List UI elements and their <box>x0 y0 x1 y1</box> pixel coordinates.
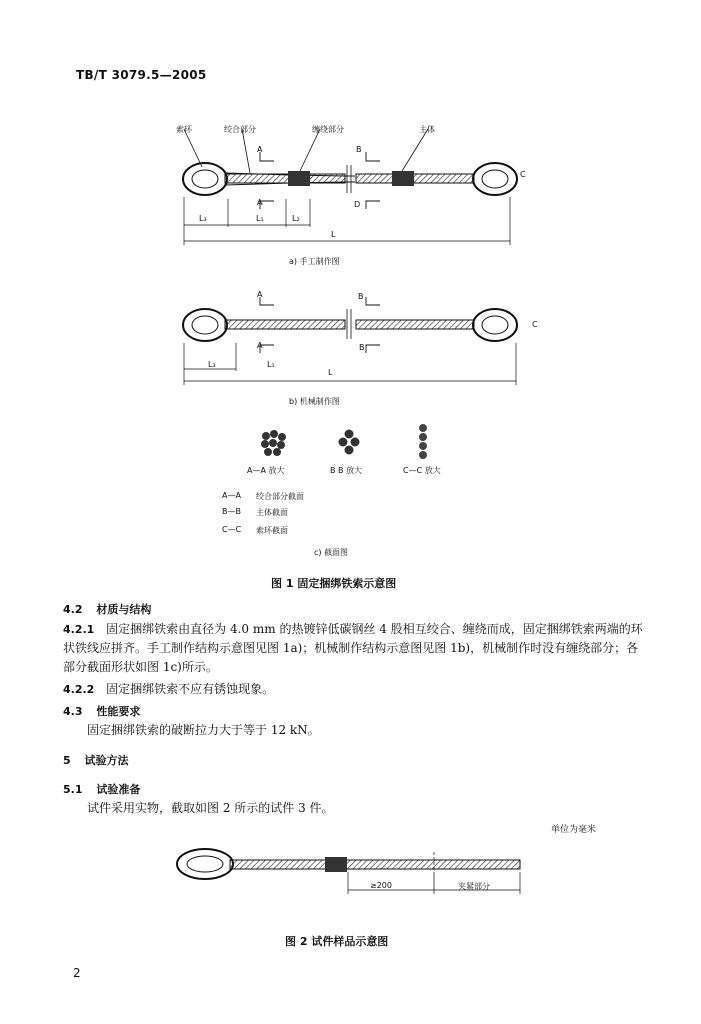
legend-text-bb: 主体截面 <box>256 508 288 517</box>
paragraph-4-2-2 <box>63 680 274 699</box>
mark-a-bottom: A <box>257 198 263 207</box>
dim-l3: L₃ <box>199 214 207 223</box>
mark-a-top: A <box>257 145 263 154</box>
section-number: 4.2 <box>63 603 83 616</box>
section-5 <box>63 752 129 768</box>
mark-a-bottom-b: A <box>257 341 263 350</box>
dim-l2: L₂ <box>292 214 300 223</box>
callout-twisted: 绞合部分 <box>224 125 256 134</box>
figure-1b-drawing <box>170 285 540 395</box>
mark-c-right-b: C <box>532 320 538 329</box>
clause-number: 4.2.2 <box>63 683 95 696</box>
section-view-aa <box>258 428 288 458</box>
subcaption-b: b) 机械制作图 <box>289 397 340 406</box>
mark-c-right: C <box>520 170 526 179</box>
dim-l1: L₁ <box>256 214 264 223</box>
section-4-3 <box>63 703 140 719</box>
clause-text: 固定捆绑铁索不应有锈蚀现象。 <box>106 682 275 696</box>
section-number: 5 <box>63 754 71 767</box>
section-title: 性能要求 <box>96 705 141 718</box>
section-4-2 <box>63 601 151 617</box>
standard-code: TB/T 3079.5—2005 <box>76 68 207 82</box>
section-title: 材质与结构 <box>96 603 152 616</box>
dim-l1-b: L₁ <box>267 360 275 369</box>
figure-1a-drawing <box>170 115 540 275</box>
legend-key-aa: A—A <box>222 491 241 500</box>
legend-text-cc: 索环截面 <box>256 526 288 535</box>
paragraph-4-2-1 <box>63 620 643 677</box>
legend-key-bb: B—B <box>222 507 241 516</box>
subcaption-c: c) 截面图 <box>314 548 349 557</box>
section-number: 4.3 <box>63 705 83 718</box>
section-view-cc <box>416 423 430 463</box>
fig2-region-label: 夹紧部分 <box>458 882 490 891</box>
section-title: 试验方法 <box>84 754 129 767</box>
callout-wrapping: 缠绕部分 <box>312 125 344 134</box>
section-label-cc: C—C 放大 <box>403 466 441 475</box>
figure1-caption: 图 1 固定捆绑铁索示意图 <box>271 577 397 590</box>
section-title: 试验准备 <box>96 783 141 796</box>
section-label-bb: B B 放大 <box>330 466 363 475</box>
legend-key-cc: C—C <box>222 525 242 534</box>
section-5-1 <box>63 781 140 797</box>
mark-d-bottom: D <box>354 200 361 209</box>
figure2-caption: 图 2 试件样品示意图 <box>285 935 389 948</box>
callout-ring: 索环 <box>176 125 192 134</box>
figure-2-drawing <box>170 842 540 912</box>
callout-body: 主体 <box>419 125 435 134</box>
mark-b-top-b: B <box>358 292 364 301</box>
mark-a-top-b: A <box>257 290 263 299</box>
section-label-aa: A—A 放大 <box>247 466 285 475</box>
fig2-dim-label: ≥200 <box>370 881 392 890</box>
clause-number: 4.2.1 <box>63 623 95 636</box>
mark-b-bottom-b: B <box>359 343 365 352</box>
page-number: 2 <box>73 966 81 980</box>
mark-b-top: B <box>356 145 362 154</box>
dim-l3-b: L₃ <box>208 360 216 369</box>
section-view-bb <box>337 428 361 458</box>
section-number: 5.1 <box>63 783 83 796</box>
legend-text-aa: 绞合部分截面 <box>256 492 304 501</box>
unit-note: 单位为毫米 <box>551 825 597 835</box>
dim-l-b: L <box>328 368 333 377</box>
dim-l: L <box>331 230 336 239</box>
clause-text: 固定捆绑铁索由直径为 4.0 mm 的热镀锌低碳钢丝 4 股相互绞合、缠绕而成，固定捆绑铁索两端的环状铁线应拼齐。手工制作结构示意图见图 1a)；机械制作结构示意图见图 1b)，机械制作时没有缠绕部分；各部分截面形状如图 1c)所示。 <box>63 622 643 674</box>
subcaption-a: a) 手工制作图 <box>289 257 340 266</box>
paragraph-5-1: 试件采用实物，截取如图 2 所示的试件 3 件。 <box>87 801 334 815</box>
paragraph-4-3: 固定捆绑铁索的破断拉力大于等于 12 kN。 <box>87 723 320 737</box>
